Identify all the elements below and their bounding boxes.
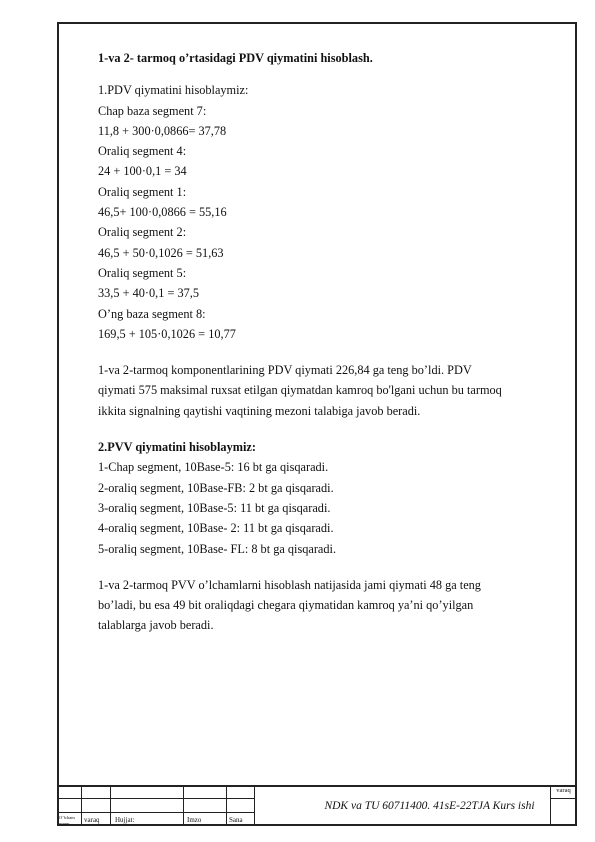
stamp-divider <box>550 798 577 799</box>
stamp-sheet-cell: varaq <box>84 816 100 824</box>
pdv-line: Oraliq segment 1: <box>98 184 187 199</box>
pdv-conclusion-line: 1-va 2-tarmoq komponentlarining PDV qiymati 226,84 ga teng bo’ldi. PDV <box>98 363 472 378</box>
pvv-line: 1-Chap segment, 10Base-5: 16 bt ga qisqaradi. <box>98 460 329 475</box>
stamp-signature-cell: Imzo <box>187 816 202 824</box>
pdv-conclusion-line: ikkita signalning qaytishi vaqtining mezoni talabiga javob beradi. <box>98 403 421 418</box>
pvv-conclusion-line: 1-va 2-tarmoq PVV o’lchamlarni hisoblash natijasida jami qiymati 48 ga teng <box>98 577 481 592</box>
stamp-divider <box>226 785 227 826</box>
stamp-divider <box>254 785 255 826</box>
pvv-conclusion-line: bo’ladi, bu esa 49 bit oraliqdagi chegara qiymatidan kamroq ya’ni qo’yilgan <box>98 598 474 613</box>
pvv-line: 3-oraliq segment, 10Base-5: 11 bt ga qisqaradi. <box>98 500 331 515</box>
stamp-divider <box>57 798 254 799</box>
stamp-divider <box>183 785 184 826</box>
stamp-sheet-label: varaq <box>556 787 571 794</box>
document-title: 1-va 2- tarmoq o’rtasidagi PDV qiymatini hisoblash. <box>98 51 373 65</box>
stamp-date-cell: Sana <box>229 816 243 824</box>
pdv-line: 11,8 + 300·0,0866= 37,78 <box>98 123 227 138</box>
pdv-line: Oraliq segment 4: <box>98 144 187 159</box>
pdv-line: Oraliq segment 5: <box>98 265 187 280</box>
stamp-size-label: O’lcham <box>59 815 75 820</box>
pvv-conclusion-line: talablarga javob beradi. <box>98 618 214 633</box>
pdv-line: 169,5 + 105·0,1026 = 10,77 <box>98 326 236 341</box>
stamp-document-title: NDK va TU 60711400. 41sE-22TJA Kurs ishi <box>324 799 535 812</box>
pdv-line: Chap baza segment 7: <box>98 103 207 118</box>
pdv-line: 46,5 + 50·0,1026 = 51,63 <box>98 245 224 260</box>
pvv-line: 4-oraliq segment, 10Base- 2: 11 bt ga qisqaradi. <box>98 521 334 536</box>
pvv-line: 5-oraliq segment, 10Base- FL: 8 bt ga qisqaradi. <box>98 541 337 556</box>
pdv-line: 33,5 + 40·0,1 = 37,5 <box>98 286 199 301</box>
pdv-line: O’ng baza segment 8: <box>98 306 206 321</box>
pdv-conclusion-line: qiymati 575 maksimal ruxsat etilgan qiymatdan kamroq bo'lgani uchun bu tarmoq <box>98 383 502 398</box>
pvv-heading: 2.PVV qiymatini hisoblaymiz: <box>98 440 256 455</box>
document-body <box>98 48 568 636</box>
stamp-divider <box>81 785 82 826</box>
stamp-small-text: mmm <box>59 821 70 826</box>
stamp-document-cell: Hujjat: <box>115 816 135 824</box>
stamp-divider <box>110 785 111 826</box>
pdv-line: 46,5+ 100·0,0866 = 55,16 <box>98 205 227 220</box>
stamp-divider <box>57 812 254 813</box>
pdv-line: Oraliq segment 2: <box>98 225 187 240</box>
title-block-stamp <box>57 785 577 826</box>
pvv-line: 2-oraliq segment, 10Base-FB: 2 bt ga qisqaradi. <box>98 480 334 495</box>
pdv-line: 24 + 100·0,1 = 34 <box>98 164 187 179</box>
pdv-intro: 1.PDV qiymatini hisoblaymiz: <box>98 83 249 98</box>
